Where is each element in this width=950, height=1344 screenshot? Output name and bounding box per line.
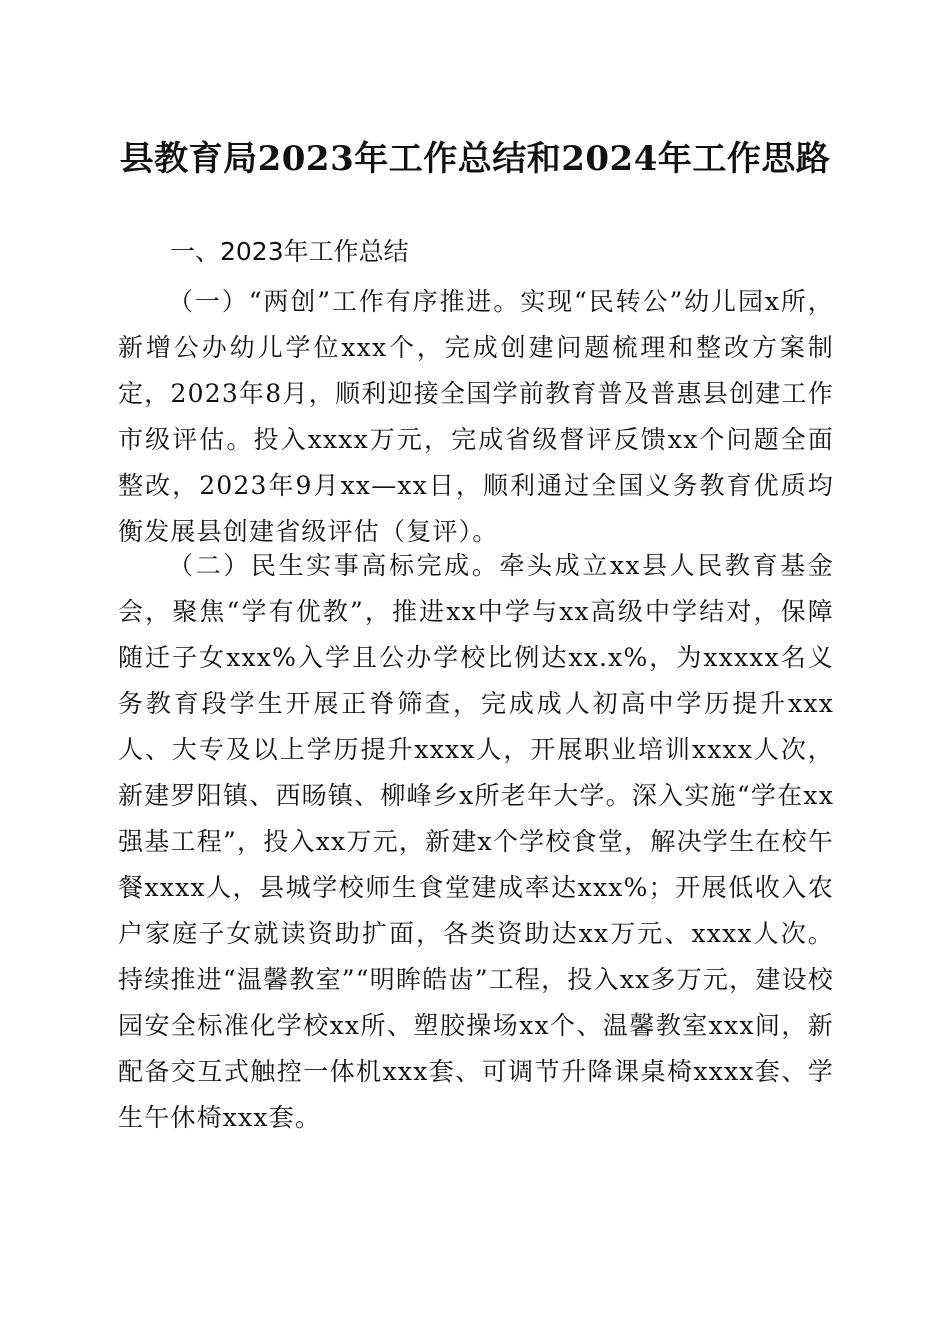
paragraph-body: 牵头成立xx县人民教育基金会，聚焦“学有优教”，推进xx中学与xx高级中学结对，保障随迁子女xxx%入学且公办学校比例达xx.x%，为xxxxx名义务教育段学生开展正脊筛查，完成成人初高中学历提升xxx人、大专及以上学历提升xxxx人，开展职业培训xxxx人次，新建罗阳镇、西旸镇、柳峰乡x所老年大学。深入实施“学在xx强基工程”，投入xx万元，新建x个学校食堂，解决学生在校午餐xxxx人，县城学校师生食堂建成率达xxx%；开展低收入农户家庭子女就读资助扩面，各类资助达xx万元、xxxx人次。持续推进“温馨教室”“明眸皓齿”工程，投入xx多万元，建设校园安全标准化学校xx所、塑胶操场xx个、温馨教室xxx间，新配备交互式触控一体机xxx套、可调节升降课桌椅xxxx套、学生午休椅xxx套。 <box>118 551 834 1132</box>
paragraph-lead: （一）“两创”工作有序推进。 <box>168 287 521 316</box>
section-heading: 一、2023年工作总结 <box>170 237 409 266</box>
paragraph-two-creations <box>118 279 834 555</box>
paragraph-lead: （二）民生实事高标完成。 <box>168 551 500 580</box>
document-title: 县教育局2023年工作总结和2024年工作思路 <box>119 139 831 179</box>
paragraph-body: 实现“民转公”幼儿园x所，新增公办幼儿学位xxx个，完成创建问题梳理和整改方案制定，2023年8月，顺利迎接全国学前教育普及普惠县创建工作市级评估。投入xxxx万元，完成省级督评反馈xx个问题全面整改，2023年9月xx—xx日，顺利通过全国义务教育优质均衡发展县创建省级评估（复评）。 <box>118 287 834 546</box>
paragraph-livelihood-projects <box>118 543 834 1141</box>
